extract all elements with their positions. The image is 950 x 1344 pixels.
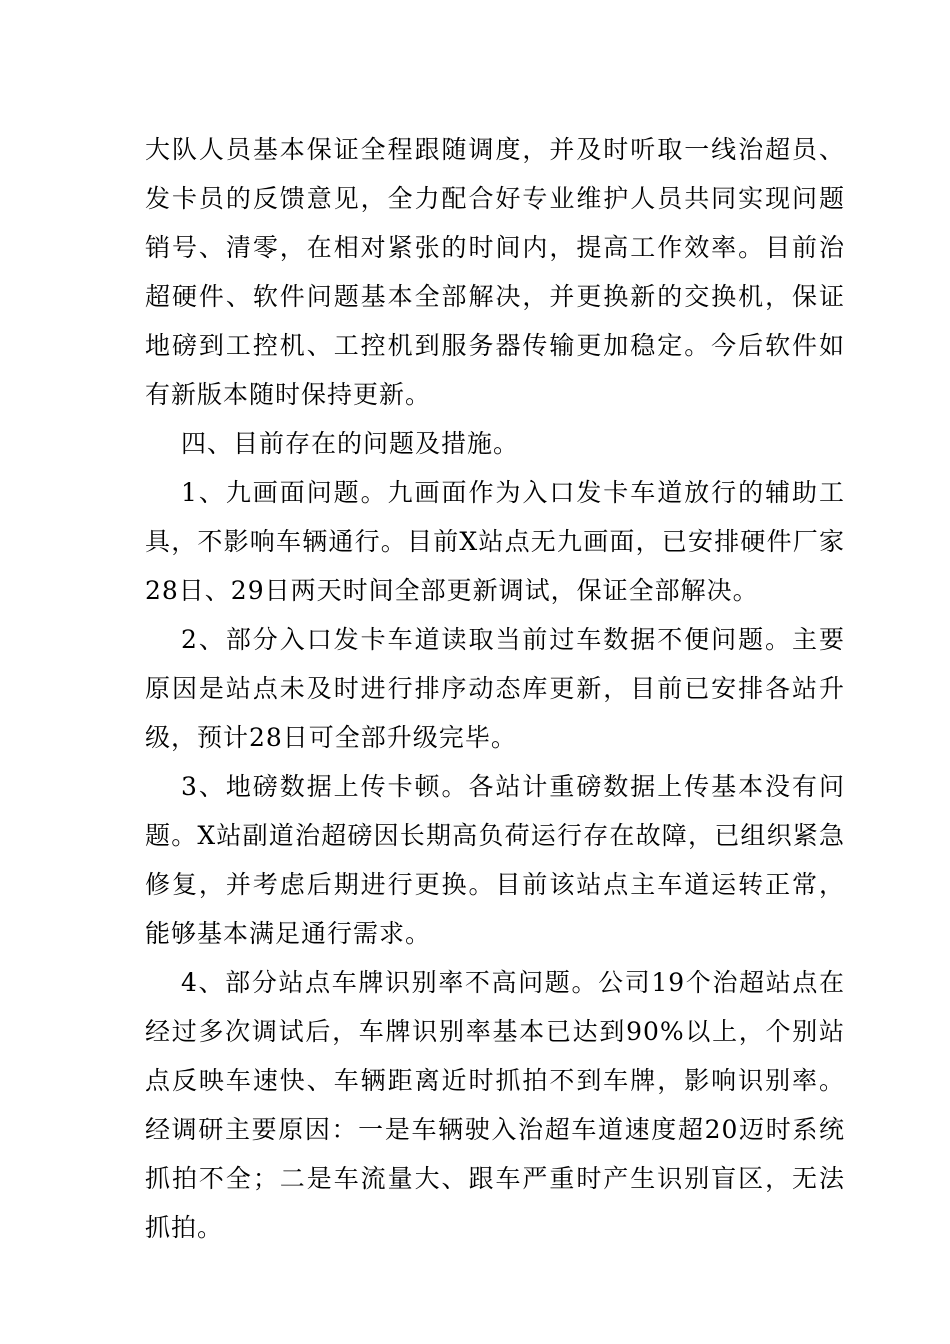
list-item-lane-data-reading-issue: 2、部分入口发卡车道读取当前过车数据不便问题。主要原因是站点未及时进行排序动态库更新，目前已安排各站升级，预计28日可全部升级完毕。 <box>145 625 845 752</box>
list-item-weighbridge-upload-lag: 3、地磅数据上传卡顿。各站计重磅数据上传基本没有问题。X站副道治超磅因长期高负荷运行存在故障，已组织紧急修复，并考虑后期进行更换。目前该站点主车道运转正常，能够基本满足通行需求。 <box>145 772 845 948</box>
document-body <box>145 125 845 1252</box>
list-item-nine-screen-issue: 1、九画面问题。九画面作为入口发卡车道放行的辅助工具，不影响车辆通行。目前X站点无九画面，已安排硬件厂家28日、29日两天时间全部更新调试，保证全部解决。 <box>145 478 845 605</box>
section-heading-problems-and-measures: 四、目前存在的问题及措施。 <box>181 429 520 458</box>
list-item-plate-recognition-rate: 4、部分站点车牌识别率不高问题。公司19个治超站点在经过多次调试后，车牌识别率基本已达到90%以上，个别站点反映车速快、车辆距离近时抓拍不到车牌，影响识别率。经调研主要原因：一是车辆驶入治超车道速度超20迈时系统抓拍不全；二是车流量大、跟车严重时产生识别盲区，无法抓拍。 <box>145 968 845 1242</box>
paragraph-continuation: 大队人员基本保证全程跟随调度，并及时听取一线治超员、发卡员的反馈意见，全力配合好专业维护人员共同实现问题销号、清零，在相对紧张的时间内，提高工作效率。目前治超硬件、软件问题基本全部解决，并更换新的交换机，保证地磅到工控机、工控机到服务器传输更加稳定。今后软件如有新版本随时保持更新。 <box>145 135 845 409</box>
